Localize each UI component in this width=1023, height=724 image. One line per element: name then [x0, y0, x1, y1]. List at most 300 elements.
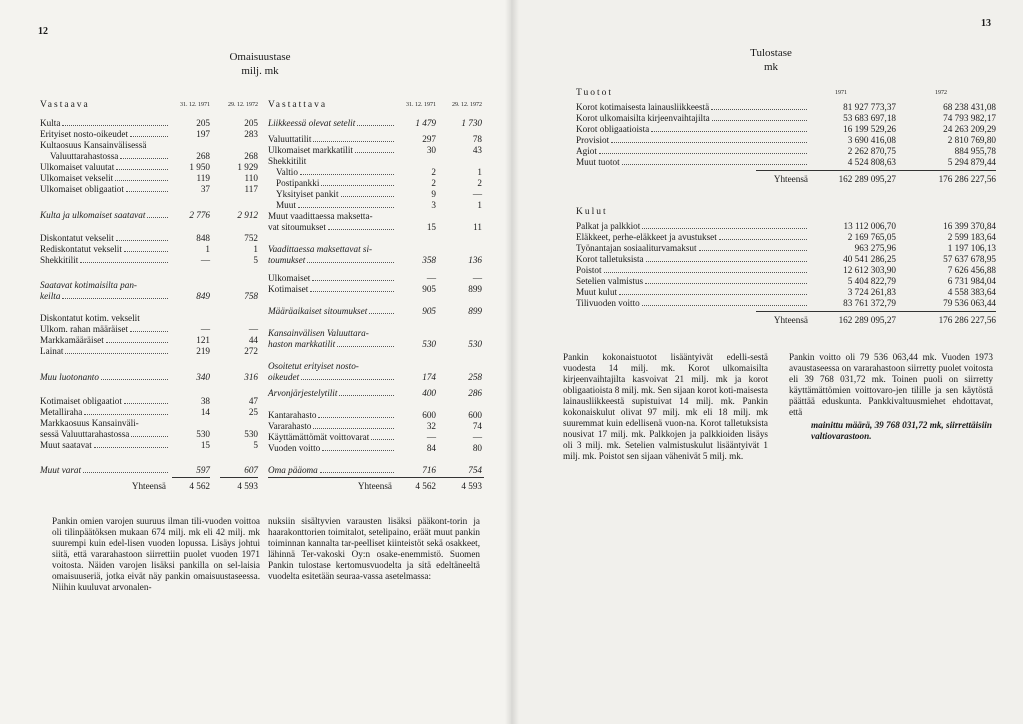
- asset-row-value-2: 272: [244, 346, 258, 356]
- assets-col-1971: 31. 12. 1971: [180, 102, 210, 108]
- asset-row-value-2: 110: [244, 173, 258, 183]
- liability-row-leader: [312, 273, 394, 281]
- expense-row: [576, 221, 996, 232]
- asset-row: [40, 129, 262, 140]
- assets-table: [40, 98, 262, 498]
- liability-row-value-1: 3: [431, 200, 436, 210]
- asset-row-leader: [106, 335, 168, 343]
- proposal-text: mainittu määrä, 39 768 031,72 mk, siirrettäisiin valtiovarastoon.: [811, 420, 992, 441]
- liability-row-label: Käyttämättömät voittovarat: [268, 432, 370, 442]
- asset-row-value-1: 37: [200, 184, 210, 194]
- asset-row-leader: [147, 210, 168, 218]
- liability-row-value-2: 530: [468, 339, 482, 349]
- liability-row-value-1: 905: [422, 306, 436, 316]
- asset-row-leader: [124, 244, 168, 252]
- expense-row-value-1: 3 724 261,83: [847, 287, 896, 297]
- asset-row-value-1: 1 950: [189, 162, 210, 172]
- expense-row-value-1: 12 612 303,90: [843, 265, 896, 275]
- liability-row: [268, 134, 484, 145]
- liability-row-label: Liikkeessä olevat setelit: [268, 118, 356, 128]
- asset-row-leader: [115, 173, 168, 181]
- income-row-label: Korot kotimaisesta lainausliikkeestä: [576, 102, 710, 112]
- liability-row-value-2: 80: [472, 443, 482, 453]
- income-total-row-value-2: 176 286 227,56: [938, 174, 996, 184]
- asset-row-value-2: 44: [248, 335, 258, 345]
- expense-row-leader: [604, 265, 807, 273]
- asset-row-leader: [84, 407, 168, 415]
- expense-row-value-2: 2 599 183,64: [947, 232, 996, 242]
- expense-row-value-1: 83 761 372,79: [843, 298, 896, 308]
- liability-row-value-1: 174: [422, 372, 436, 382]
- liability-row: [268, 339, 484, 350]
- expense-row-leader: [619, 287, 807, 295]
- asset-row-value-1: 38: [200, 396, 210, 406]
- asset-row-leader: [126, 184, 168, 192]
- expenses-heading: Kulut: [576, 207, 608, 217]
- expense-row: [576, 276, 996, 287]
- liabilities-table: [268, 98, 484, 498]
- asset-row-label: Kulta ja ulkomaiset saatavat: [40, 210, 146, 220]
- liability-row-label: Postipankki: [276, 178, 320, 188]
- asset-row: [40, 291, 262, 302]
- liability-row: [268, 118, 484, 129]
- left-text-column-2: nuksiin sisältyvien varausten lisäksi pääkont-torin ja haarakonttorien toimitalot, setelipaino, eräät muut pankin toiminnan kannalta tar-peelliset kiinteistöt sekä osakkeet, lähinnä Ter-vakoski Oy:n osake-enemmistö. Suomen Pankin tulostase kertomusvuodelta ja sitä edeltäneeltä vuodelta esitetään seuraa-vassa asetelmassa:: [268, 516, 480, 581]
- balance-sheet-title-text: Omaisuustase: [229, 51, 291, 63]
- asset-row-label: Diskontatut vekselit: [40, 233, 114, 243]
- asset-row-value-1: 848: [196, 233, 210, 243]
- expense-row-value-1: 963 275,96: [854, 243, 896, 253]
- income-row-value-1: 2 262 870,75: [847, 146, 896, 156]
- liabilities-col-1971: 31. 12. 1971: [406, 102, 436, 108]
- liabilities-total-row: [268, 481, 484, 492]
- asset-row: [40, 440, 262, 451]
- asset-row-leader: [130, 324, 168, 332]
- liabilities-total-row-value-2: 4 593: [461, 481, 482, 491]
- liabilities-total-row-value-1: 4 562: [415, 481, 436, 491]
- income-row-value-2: 68 238 431,08: [943, 102, 996, 112]
- liability-row: [268, 388, 484, 399]
- expense-row-value-1: 5 404 822,79: [847, 276, 896, 286]
- profit-text: Pankin voitto oli 79 536 063,44 mk. Vuoden 1973 avaustaseessa on vararahastoon siirretty puolet voitosta eli 39 768 031,72 mk. Toinen puoli on siirretty käyttämättömien voittovaro-jen tilille ja sen käytöstä päättää eduskunta. Pankkivaltuusmiehet ehdottavat, että: [789, 352, 993, 417]
- page-number: 13: [981, 18, 991, 29]
- liability-row-label: Vaadittaessa maksettavat si-: [268, 244, 373, 254]
- right-text-column-1: Pankin kokonaistuotot lisääntyivät edelli-sestä vuodesta 14 milj. mk. Korot ulkomaisilta kirjeenvaihtajilta kasvoivat 21 milj. mk ja korot obligaatioista 8 milj. mk. Sen sijaan korot koti-maisesta lainausliikkeestä supistuivat 14 milj. mk. Pankin kokonaiskulut olivat 97 milj. mk eli 18 milj. mk suuremmat kuin edellisenä vuon-na. Korot talletuksista nousivat 17 milj. mk. Palkkojen ja palkkioiden lisäys oli 3 milj. mk. Setelien valmistuskulut lisääntyivät 1 milj. mk. Poistot sen sijaan vähenivät 5 milj. mk.: [563, 352, 768, 461]
- assets-total-row-value-2: 4 593: [237, 481, 258, 491]
- liability-row-leader: [328, 222, 394, 230]
- asset-row-value-1: 119: [196, 173, 210, 183]
- liability-row: [268, 421, 484, 432]
- income-row-leader: [712, 113, 807, 121]
- income-statement-unit: mk: [763, 61, 779, 73]
- liability-row-label: Kantarahasto: [268, 410, 317, 420]
- liability-row: [268, 410, 484, 421]
- liability-row-value-1: 358: [422, 255, 436, 265]
- income-row-value-1: 3 690 416,08: [847, 135, 896, 145]
- expense-row: [576, 254, 996, 265]
- expenses-total-row: [576, 315, 996, 326]
- asset-row-value-2: 316: [244, 372, 258, 382]
- income-row-value-2: 74 793 982,17: [943, 113, 996, 123]
- asset-row-value-1: 205: [196, 118, 210, 128]
- asset-row: [40, 372, 262, 383]
- asset-row: [40, 346, 262, 357]
- liability-row-value-2: 1: [477, 200, 482, 210]
- right-page: [511, 0, 1023, 724]
- liability-row-value-2: 11: [473, 222, 482, 232]
- expense-row-leader: [719, 232, 807, 240]
- liability-row-label: Muut: [276, 200, 296, 210]
- asset-row-value-1: —: [200, 255, 210, 265]
- asset-row-value-2: 25: [248, 407, 258, 417]
- liability-row-value-1: 600: [422, 410, 436, 420]
- liability-row: [268, 189, 484, 200]
- expense-row-label: Palkat ja palkkiot: [576, 221, 641, 231]
- liability-row-value-2: 2: [477, 178, 482, 188]
- asset-row-value-2: 1: [253, 244, 258, 254]
- balance-sheet-title: [150, 50, 370, 78]
- income-row-leader: [651, 124, 807, 132]
- asset-row-leader: [62, 291, 168, 299]
- liability-row-value-1: 32: [426, 421, 436, 431]
- liability-row-label: Vuoden voitto: [268, 443, 321, 453]
- liability-row: [268, 361, 484, 372]
- asset-row: [40, 255, 262, 266]
- expense-row-value-2: 4 558 383,64: [947, 287, 996, 297]
- income-row-value-1: 16 199 529,26: [843, 124, 896, 134]
- liability-row-value-2: 1 730: [461, 118, 482, 128]
- liability-row-value-1: 9: [431, 189, 436, 199]
- income-row-leader: [622, 157, 807, 165]
- asset-row: [40, 162, 262, 173]
- expenses-header-row: [576, 207, 996, 218]
- asset-row-leader: [101, 372, 168, 380]
- liability-row: [268, 211, 484, 222]
- asset-row-value-2: 47: [248, 396, 258, 406]
- liability-row-value-1: 905: [422, 284, 436, 294]
- asset-row: [40, 280, 262, 291]
- income-col-1972: 1972: [935, 90, 947, 96]
- liability-row-value-1: 716: [422, 465, 436, 475]
- liability-row-label: Shekkitilit: [268, 156, 307, 166]
- asset-row-value-2: 530: [244, 429, 258, 439]
- income-row-leader: [711, 102, 807, 110]
- income-row-value-2: 884 955,78: [954, 146, 996, 156]
- asset-row-value-2: 283: [244, 129, 258, 139]
- income-row-value-1: 4 524 808,63: [847, 157, 896, 167]
- asset-row-label: Muut varat: [40, 465, 82, 475]
- expenses-total-row-value-2: 176 286 227,56: [938, 315, 996, 325]
- liability-row-value-2: —: [472, 189, 482, 199]
- asset-row-label: Ulkomaiset vekselit: [40, 173, 114, 183]
- asset-row-value-2: 607: [244, 465, 258, 475]
- liability-row-value-2: 136: [468, 255, 482, 265]
- expense-row-leader: [699, 243, 807, 251]
- income-total-row: [576, 174, 996, 185]
- income-row-value-2: 2 810 769,80: [947, 135, 996, 145]
- liability-row-leader: [300, 167, 394, 175]
- liability-row-value-1: —: [426, 273, 436, 283]
- income-statement-title-text: Tulostase: [750, 47, 792, 59]
- liability-row-label: Valuuttatilit: [268, 134, 312, 144]
- liability-row-leader: [321, 178, 394, 186]
- liability-row-value-1: 400: [422, 388, 436, 398]
- expense-row-leader: [642, 221, 807, 229]
- expense-row-label: Korot talletuksista: [576, 254, 644, 264]
- liability-row-label: Osoitetut erityiset nosto-: [268, 361, 359, 371]
- liability-row-label: Arvonjärjestelytilit: [268, 388, 338, 398]
- expense-row-value-2: 7 626 456,88: [947, 265, 996, 275]
- assets-heading: Vastaava: [40, 100, 90, 110]
- income-total-rule: [756, 170, 996, 171]
- income-row-label: Muut tuotot: [576, 157, 620, 167]
- expense-row-value-2: 6 731 984,04: [947, 276, 996, 286]
- income-statement-title: [641, 46, 901, 74]
- expense-row: [576, 287, 996, 298]
- liability-row-value-1: 15: [426, 222, 436, 232]
- income-row: [576, 157, 996, 168]
- liability-row-label: Ulkomaiset: [268, 273, 311, 283]
- asset-row: [40, 151, 262, 162]
- income-total-row-value-1: 162 289 095,27: [838, 174, 896, 184]
- assets-header-row: [40, 100, 262, 111]
- liability-row-leader: [320, 465, 394, 473]
- asset-row-value-1: 15: [200, 440, 210, 450]
- right-text-column-2: [789, 352, 993, 442]
- liability-row-value-2: 78: [472, 134, 482, 144]
- asset-row: [40, 313, 262, 324]
- asset-row-leader: [131, 429, 168, 437]
- assets-total-row: [40, 481, 262, 492]
- asset-row-label: Lainat: [40, 346, 64, 356]
- expense-row-label: Poistot: [576, 265, 602, 275]
- liability-row: [268, 156, 484, 167]
- expense-row-label: Setelien valmistus: [576, 276, 644, 286]
- expense-row: [576, 232, 996, 243]
- asset-row-leader: [80, 255, 168, 263]
- expenses-table: [576, 207, 996, 337]
- asset-row-value-1: 14: [200, 407, 210, 417]
- liability-row-leader: [298, 200, 394, 208]
- liability-row: [268, 284, 484, 295]
- liability-row-label: vat sitoumukset: [268, 222, 326, 232]
- liability-row-label: Valtio: [276, 167, 298, 177]
- income-row-leader: [599, 146, 807, 154]
- liability-row-leader: [307, 255, 394, 263]
- asset-row-value-2: 268: [244, 151, 258, 161]
- liability-row-value-1: 84: [426, 443, 436, 453]
- asset-row-leader: [83, 465, 168, 473]
- liability-row-leader: [313, 134, 394, 142]
- asset-row: [40, 396, 262, 407]
- asset-row: [40, 118, 262, 129]
- assets-total-rule-1: [172, 477, 210, 478]
- asset-row: [40, 244, 262, 255]
- liability-row: [268, 306, 484, 317]
- asset-row: [40, 233, 262, 244]
- asset-row-value-1: 1: [205, 244, 210, 254]
- expense-row-value-2: 57 637 678,95: [943, 254, 996, 264]
- income-heading: Tuotot: [576, 88, 613, 98]
- asset-row-label: Kultaosuus Kansainvälisessä: [40, 140, 147, 150]
- asset-row-value-1: 340: [196, 372, 210, 382]
- liability-row: [268, 443, 484, 454]
- asset-row: [40, 465, 262, 476]
- asset-row-label: Ulkom. rahan määräiset: [40, 324, 129, 334]
- asset-row: [40, 407, 262, 418]
- expense-row-leader: [646, 254, 807, 262]
- liability-row-value-1: —: [426, 432, 436, 442]
- expense-row-label: Eläkkeet, perhe-eläkkeet ja avustukset: [576, 232, 717, 242]
- liability-row: [268, 200, 484, 211]
- asset-row-value-2: 752: [244, 233, 258, 243]
- liability-row-leader: [369, 306, 394, 314]
- income-row-label: Provisiot: [576, 135, 610, 145]
- asset-row-label: Kotimaiset obligaatiot: [40, 396, 122, 406]
- asset-row: [40, 184, 262, 195]
- asset-row-value-2: 758: [244, 291, 258, 301]
- liability-row-value-2: —: [472, 432, 482, 442]
- left-text-column-1: Pankin omien varojen suuruus ilman tili-vuoden voittoa oli tilinpäätöksen mukaan 674 milj. mk eli 42 milj. mk suurempi kuin edel-lisen vuoden lopussa. Lisäys johtui siitä, että vararahastoon siirrettiin puolet vuoden 1971 voitosta. Näiden varojen lisäksi pankilla on sel-laisia omaisuuseriä, jotka eivät näy pankin omaisuustaseessa. Niihin kuuluvat arvonalen-: [52, 516, 260, 592]
- liability-row-value-2: 74: [472, 421, 482, 431]
- asset-row: [40, 324, 262, 335]
- asset-row: [40, 418, 262, 429]
- asset-row-label: Muu luotonanto: [40, 372, 99, 382]
- assets-total-row-value-1: 4 562: [189, 481, 210, 491]
- liability-row-label: oikeudet: [268, 372, 300, 382]
- page-number: 12: [38, 26, 48, 37]
- liabilities-col-1972: 29. 12. 1972: [452, 102, 482, 108]
- expense-row: [576, 243, 996, 254]
- liability-row-value-2: —: [472, 273, 482, 283]
- liabilities-heading: Vastattava: [268, 100, 328, 110]
- liability-row-label: toumukset: [268, 255, 306, 265]
- asset-row-value-2: 5: [253, 255, 258, 265]
- asset-row-value-1: 268: [196, 151, 210, 161]
- asset-row-label: keilta: [40, 291, 61, 301]
- expense-row: [576, 298, 996, 309]
- income-col-1971: 1971: [835, 90, 847, 96]
- liabilities-total-row-label: Yhteensä: [357, 481, 392, 491]
- asset-row-value-2: 205: [244, 118, 258, 128]
- expense-row-value-1: 13 112 006,70: [843, 221, 896, 231]
- asset-row-label: Ulkomaiset valuutat: [40, 162, 115, 172]
- asset-row-value-1: 121: [196, 335, 210, 345]
- assets-col-1972: 29. 12. 1972: [228, 102, 258, 108]
- expense-row-value-2: 1 197 106,13: [947, 243, 996, 253]
- income-row: [576, 124, 996, 135]
- expense-row-value-2: 16 399 370,84: [943, 221, 996, 231]
- liability-row: [268, 145, 484, 156]
- expense-row-leader: [645, 276, 807, 284]
- liability-row-value-2: 43: [472, 145, 482, 155]
- asset-row-leader: [65, 346, 168, 354]
- balance-sheet-unit: milj. mk: [241, 65, 279, 77]
- liability-row: [268, 432, 484, 443]
- expense-row-label: Tilivuoden voitto: [576, 298, 640, 308]
- asset-row-label: Diskontatut kotim. vekselit: [40, 313, 140, 323]
- liability-row-leader: [310, 284, 394, 292]
- income-header-row: [576, 88, 996, 99]
- income-row-label: Korot obligaatioista: [576, 124, 650, 134]
- expense-row-value-2: 79 536 063,44: [943, 298, 996, 308]
- liability-row-leader: [339, 388, 394, 396]
- asset-row-leader: [62, 118, 168, 126]
- asset-row-label: Metalliraha: [40, 407, 83, 417]
- asset-row-value-1: 219: [196, 346, 210, 356]
- liability-row-value-2: 600: [468, 410, 482, 420]
- liability-row-leader: [357, 118, 394, 126]
- asset-row-value-2: 5: [253, 440, 258, 450]
- expenses-total-row-label: Yhteensä: [773, 315, 808, 325]
- income-row-leader: [611, 135, 807, 143]
- asset-row-value-2: 117: [244, 184, 258, 194]
- expense-row-leader: [642, 298, 807, 306]
- assets-total-row-label: Yhteensä: [131, 481, 166, 491]
- expense-row: [576, 265, 996, 276]
- book-gutter: [505, 0, 519, 724]
- income-row: [576, 113, 996, 124]
- income-row-value-2: 5 294 879,44: [947, 157, 996, 167]
- expense-row-value-1: 40 541 286,25: [843, 254, 896, 264]
- asset-row-label: Markkamääräiset: [40, 335, 104, 345]
- liability-row: [268, 255, 484, 266]
- asset-row-leader: [116, 162, 168, 170]
- expenses-total-row-value-1: 162 289 095,27: [838, 315, 896, 325]
- liability-row-label: Kotimaiset: [268, 284, 309, 294]
- income-row-value-2: 24 263 209,29: [943, 124, 996, 134]
- asset-row-leader: [130, 129, 168, 137]
- asset-row-label: Valuuttarahastossa: [50, 151, 119, 161]
- income-row-label: Agiot: [576, 146, 597, 156]
- liabilities-total-rule: [268, 477, 484, 478]
- assets-total-rule-2: [220, 477, 258, 478]
- liability-row: [268, 273, 484, 284]
- expense-row-label: Muut kulut: [576, 287, 618, 297]
- asset-row-value-1: 849: [196, 291, 210, 301]
- asset-row-value-1: 597: [196, 465, 210, 475]
- liability-row-value-2: 754: [468, 465, 482, 475]
- liability-row-value-1: 1 479: [415, 118, 436, 128]
- liability-row-label: Määräaikaiset sitoumukset: [268, 306, 368, 316]
- asset-row: [40, 335, 262, 346]
- income-table: [576, 86, 996, 196]
- liability-row: [268, 372, 484, 383]
- asset-row-value-1: 2 776: [189, 210, 210, 220]
- liability-row-leader: [322, 443, 394, 451]
- liability-row-label: Kansainvälisen Valuuttara-: [268, 328, 369, 338]
- liability-row-value-1: 530: [422, 339, 436, 349]
- asset-row-label: Muut saatavat: [40, 440, 92, 450]
- asset-row-value-1: 530: [196, 429, 210, 439]
- asset-row-leader: [116, 233, 168, 241]
- liability-row: [268, 465, 484, 476]
- asset-row-label: sessä Valuuttarahastossa: [40, 429, 130, 439]
- asset-row-value-2: 2 912: [237, 210, 258, 220]
- liability-row: [268, 167, 484, 178]
- expense-row-value-1: 2 169 765,05: [847, 232, 896, 242]
- asset-row: [40, 173, 262, 184]
- income-row-value-1: 53 683 697,18: [843, 113, 896, 123]
- asset-row-leader: [120, 151, 168, 159]
- liability-row-value-1: 297: [422, 134, 436, 144]
- asset-row-leader: [124, 396, 168, 404]
- liability-row-leader: [313, 421, 394, 429]
- liability-row-leader: [337, 339, 394, 347]
- asset-row-value-1: 197: [196, 129, 210, 139]
- asset-row: [40, 210, 262, 221]
- asset-row-label: Ulkomaiset obligaatiot: [40, 184, 124, 194]
- asset-row-label: Erityiset nosto-oikeudet: [40, 129, 129, 139]
